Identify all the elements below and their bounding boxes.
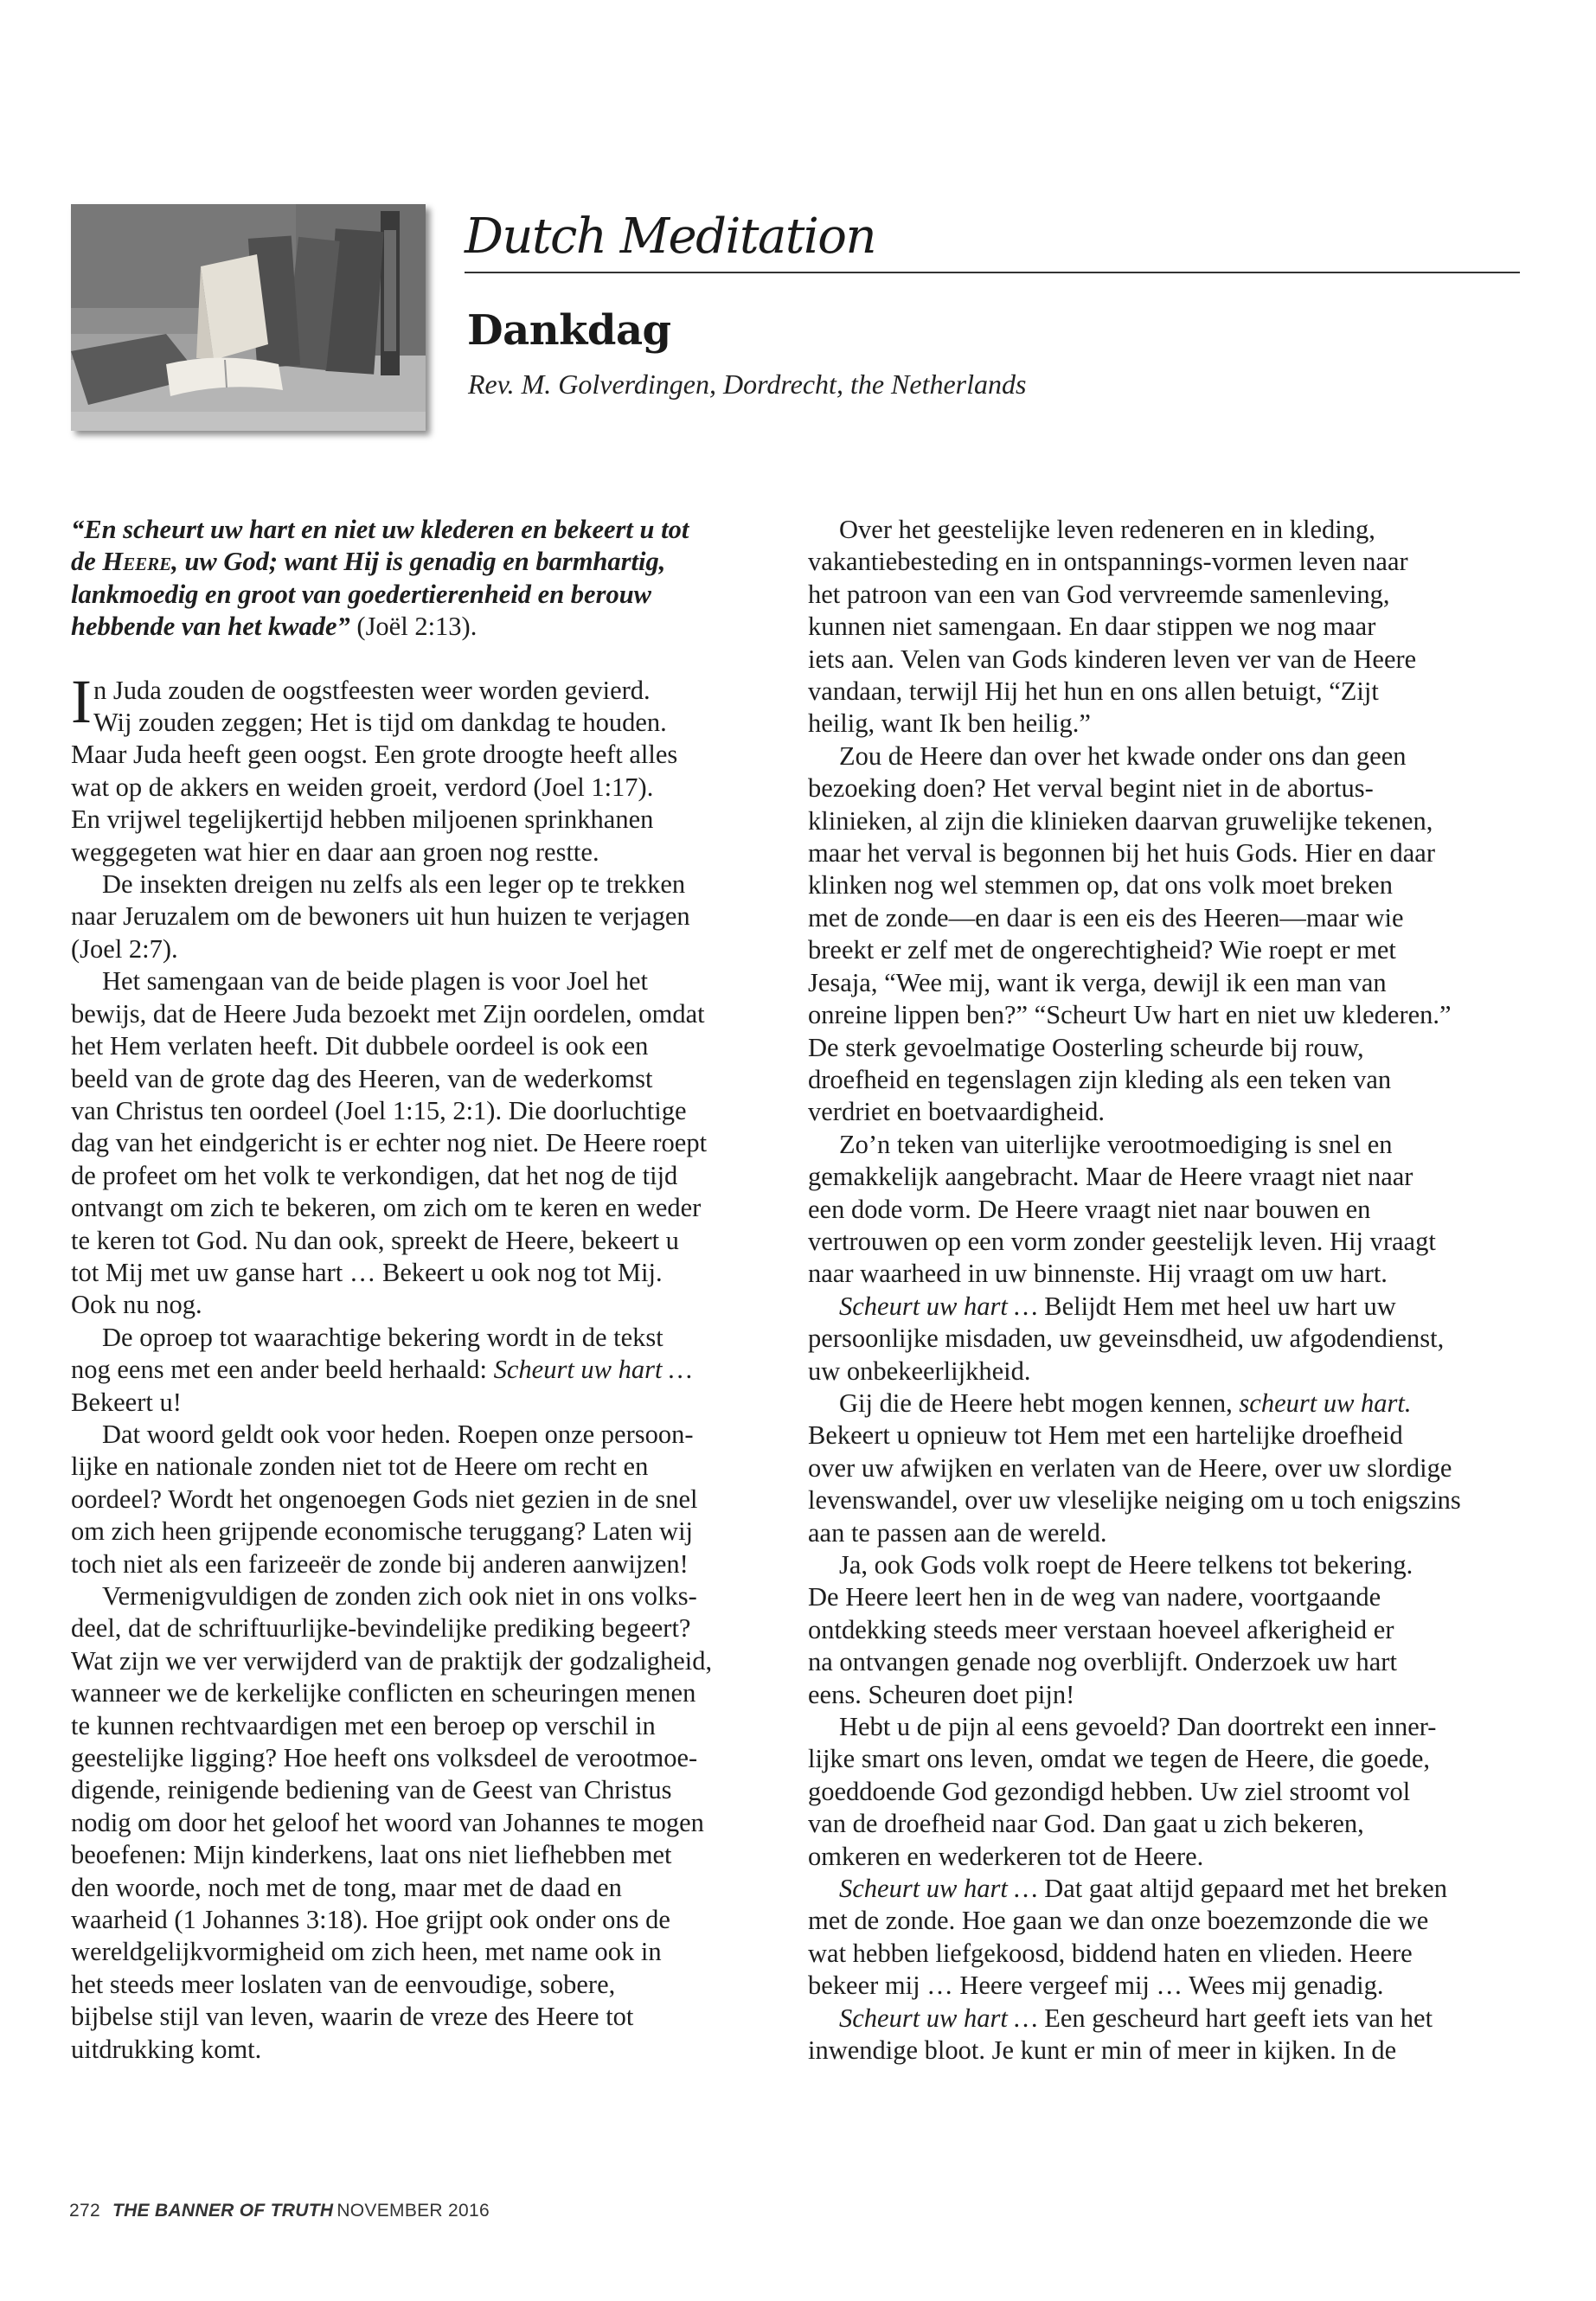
- paragraph-line: De sterk gevoelmatige Oosterling scheurde bij rouw,: [808, 1032, 1364, 1062]
- paragraph-line: Wij zouden zeggen; Het is tijd om dankdag te houden.: [93, 708, 667, 738]
- page-number: 272: [69, 2201, 100, 2221]
- paragraph-line: verdriet en boetvaardigheid.: [808, 1097, 1105, 1127]
- issue-date: NOVEMBER 2016: [337, 2201, 490, 2221]
- paragraph-line: digende, reinigende bediening van de Geest van Christus: [71, 1775, 672, 1805]
- paragraph-line: ontdekking steeds meer verstaan hoeveel afkerigheid er: [808, 1614, 1394, 1644]
- paragraph-line: geestelijke ligging? Hoe heeft ons volksdeel de verootmoe-: [71, 1743, 698, 1773]
- left-column: [71, 514, 777, 2066]
- paragraph-line: vertrouwen op een vorm zonder geestelijk leven. Hij vraagt: [808, 1226, 1436, 1256]
- paragraph-line: omkeren en wederkeren tot de Heere.: [808, 1841, 1204, 1871]
- paragraph-line: wanneer we de kerkelijke conflicten en scheuringen menen: [71, 1678, 696, 1708]
- paragraph-line: Zou de Heere dan over het kwade onder ons dan geen: [839, 740, 1407, 771]
- page-footer: [69, 2200, 490, 2222]
- paragraph-line: Over het geestelijke leven redeneren en in kleding,: [839, 515, 1375, 544]
- paragraph-line: na ontvangen genade nog overblijft. Onderzoek uw hart: [808, 1647, 1397, 1677]
- paragraph-line: In Juda zouden de oogstfeesten weer worden gevierd.: [71, 666, 651, 736]
- paragraph-line: Hebt u de pijn al eens gevoeld? Dan doortrekt een inner-: [839, 1712, 1437, 1742]
- paragraph-line: Bekeert u opnieuw tot Hem met een hartelijke droefheid: [808, 1420, 1403, 1451]
- paragraph-line: over uw afwijken en verlaten van de Heere, over uw slordige: [808, 1452, 1452, 1483]
- paragraph-line: levenswandel, over uw vleselijke neiging om u toch enigszins: [808, 1485, 1461, 1516]
- paragraph-line: oordeel? Wordt het ongenoegen Gods niet gezien in de snel: [71, 1484, 698, 1514]
- paragraph-line: breekt er zelf met de ongerechtigheid? Wie roept er met: [808, 935, 1396, 965]
- paragraph-line: naar Jeruzalem om de bewoners uit hun huizen te verjagen: [71, 901, 690, 932]
- paragraph-line: maar het verval is begonnen bij het huis Gods. Hier en daar: [808, 838, 1436, 868]
- paragraph-line: met de zonde—en daar is een eis des Heeren—maar wie: [808, 902, 1404, 933]
- divine-name: Heere: [102, 547, 172, 577]
- paragraph-line: beoefenen: Mijn kinderkens, laat ons niet liefhebben met: [71, 1840, 672, 1870]
- paragraph-line: bewijs, dat de Heere Juda bezoekt met Zijn oordelen, omdat: [71, 998, 705, 1029]
- paragraph-line: deel, dat de schriftuurlijke-bevindelijke prediking begeert?: [71, 1613, 691, 1644]
- paragraph-line: iets aan. Velen van Gods kinderen leven ver van de Heere: [808, 644, 1417, 674]
- paragraph-line: uitdrukking komt.: [71, 2034, 262, 2064]
- paragraph-line: Jesaja, “Wee mij, want ik verga, dewijl ik een man van: [808, 967, 1387, 997]
- paragraph-line: Ook nu nog.: [71, 1290, 202, 1320]
- books-icon: [71, 204, 426, 431]
- paragraph-line: (Joel 2:7).: [71, 933, 178, 964]
- paragraph-line: dag van het eindgericht is er echter nog niet. De Heere roept: [71, 1128, 708, 1158]
- paragraph-line: van de droefheid naar God. Dan gaat u zich bekeren,: [808, 1809, 1364, 1839]
- right-column: [808, 514, 1526, 2067]
- section-title: Dutch Meditation: [465, 204, 1520, 273]
- paragraph-line: wereldgelijkvormigheid om zich heen, met name ook in: [71, 1937, 662, 1967]
- paragraph-line: Bekeert u!: [71, 1387, 182, 1417]
- paragraph-line: lijke en nationale zonden niet tot de Heere om recht en: [71, 1452, 649, 1482]
- paragraph-line: Gij die de Heere hebt mogen kennen, scheurt uw hart.: [839, 1388, 1412, 1418]
- paragraph-line: waarheid (1 Johannes 3:18). Hoe grijpt ook onder ons de: [71, 1905, 670, 1935]
- paragraph-line: Ja, ook Gods volk roept de Heere telkens tot bekering.: [839, 1550, 1413, 1580]
- epigraph-line: “En scheurt uw hart en niet uw klederen en bekeert u tot: [71, 515, 689, 544]
- paragraph-line: De Heere leert hen in de weg van nadere, voortgaande: [808, 1582, 1381, 1612]
- paragraph-line: Maar Juda heeft geen oogst. Een grote droogte heeft alles: [71, 740, 678, 770]
- paragraph-line: persoonlijke misdaden, uw geveinsdheid, uw afgodendienst,: [808, 1324, 1445, 1354]
- paragraph-line: Het samengaan van de beide plagen is voor Joel het: [102, 966, 648, 997]
- paragraph-line: klinken nog wel stemmen op, dat ons volk moet breken: [808, 870, 1393, 901]
- paragraph-line: beeld van de grote dag des Heeren, van de wederkomst: [71, 1063, 653, 1093]
- paragraph-line: toch niet als een farizeeër de zonde bij anderen aanwijzen!: [71, 1548, 689, 1579]
- paragraph-line: te kunnen rechtvaardigen met een beroep op verschil in: [71, 1710, 656, 1740]
- paragraph-line: uw onbekeerlijkheid.: [808, 1356, 1031, 1386]
- paragraph-line: vakantiebesteding en in ontspannings-vormen leven naar: [808, 547, 1408, 577]
- paragraph-line: heilig, want Ik ben heilig.”: [808, 708, 1091, 739]
- paragraph-line: wat hebben liefgekoosd, biddend haten en vlieden. Heere: [808, 1938, 1413, 1968]
- publication-name: THE BANNER OF TRUTH: [112, 2201, 334, 2221]
- paragraph-line: Zo’n teken van uiterlijke verootmoediging is snel en: [839, 1129, 1393, 1159]
- books-photo: [71, 204, 426, 431]
- paragraph-line: nog eens met een ander beeld herhaald: Scheurt uw hart …: [71, 1355, 693, 1385]
- paragraph-line: kunnen niet samengaan. En daar stippen we nog maar: [808, 612, 1376, 642]
- paragraph-line: Scheurt uw hart … Dat gaat altijd gepaard met het breken: [839, 1874, 1447, 1904]
- paragraph-line: het Hem verlaten heeft. Dit dubbele oordeel is ook een: [71, 1031, 649, 1061]
- paragraph-line: den woorde, noch met de tong, maar met de daad en: [71, 1872, 622, 1902]
- paragraph-line: inwendige bloot. Je kunt er min of meer in kijken. In de: [808, 2035, 1397, 2066]
- paragraph-line: het steeds meer loslaten van de eenvoudige, sobere,: [71, 1969, 616, 1999]
- paragraph-line: goeddoende God gezondigd hebben. Uw ziel stroomt vol: [808, 1776, 1411, 1806]
- paragraph-line: tot Mij met uw ganse hart … Bekeert u ook nog tot Mij.: [71, 1257, 663, 1287]
- paragraph-line: wat op de akkers en weiden groeit, verdord (Joel 1:17).: [71, 772, 654, 802]
- paragraph-line: Scheurt uw hart … Belijdt Hem met heel uw hart uw: [839, 1291, 1396, 1321]
- paragraph-line: een dode vorm. De Heere vraagt niet naar bouwen en: [808, 1194, 1371, 1224]
- paragraph-line: vandaan, terwijl Hij het hun en ons allen betuigt, “Zijt: [808, 676, 1379, 707]
- paragraph-line: Vermenigvuldigen de zonden zich ook niet in ons volks-: [102, 1581, 697, 1611]
- article-title: Dankdag: [467, 306, 671, 355]
- paragraph-line: naar waarheed in uw binnenste. Hij vraagt om uw hart.: [808, 1259, 1388, 1289]
- paragraph-line: weggegeten wat hier en daar aan groen nog restte.: [71, 836, 599, 867]
- paragraph-line: bijbelse stijl van leven, waarin de vreze des Heere tot: [71, 2002, 634, 2032]
- paragraph-line: bezoeking doen? Het verval begint niet in de abortus-: [808, 773, 1374, 804]
- paragraph-line: eens. Scheuren doet pijn!: [808, 1679, 1075, 1709]
- paragraph-line: lijke smart ons leven, omdat we tegen de Heere, die goede,: [808, 1744, 1431, 1774]
- paragraph-line: En vrijwel tegelijkertijd hebben miljoenen sprinkhanen: [71, 804, 654, 835]
- paragraph-line: Dat woord geldt ook voor heden. Roepen onze persoon-: [102, 1419, 694, 1449]
- paragraph-line: aan te passen aan de wereld.: [808, 1517, 1107, 1548]
- paragraph-line: met de zonde. Hoe gaan we dan onze boezemzonde die we: [808, 1906, 1429, 1936]
- paragraph-line: onreine lippen ben?” “Scheurt Uw hart en niet uw klederen.”: [808, 1000, 1452, 1030]
- epigraph-line: lankmoedig en groot van goedertierenheid en berouw: [71, 579, 651, 609]
- epigraph-line: de Heere, uw God; want Hij is genadig en barmhartig,: [71, 547, 666, 577]
- paragraph-line: het patroon van een van God vervreemde samenleving,: [808, 579, 1390, 609]
- paragraph-line: Scheurt uw hart … Een gescheurd hart geeft iets van het: [839, 2003, 1433, 2033]
- paragraph-line: De insekten dreigen nu zelfs als een leger op te trekken: [102, 869, 686, 900]
- paragraph-line: droefheid en tegenslagen zijn kleding als een teken van: [808, 1064, 1392, 1094]
- paragraph-line: gemakkelijk aangebracht. Maar de Heere vraagt niet naar: [808, 1162, 1413, 1192]
- paragraph-line: te keren tot God. Nu dan ook, spreekt de Heere, bekeert u: [71, 1225, 679, 1255]
- paragraph-line: bekeer mij … Heere vergeef mij … Wees mij genadig.: [808, 1971, 1384, 2001]
- paragraph-line: nodig om door het geloof het woord van Johannes te mogen: [71, 1807, 704, 1837]
- epigraph-reference: (Joël 2:13).: [349, 612, 478, 642]
- paragraph-line: ontvangt om zich te bekeren, om zich om te keren en weder: [71, 1193, 702, 1223]
- paragraph-line: klinieken, al zijn die klinieken daarvan gruwelijke tekenen,: [808, 805, 1433, 836]
- paragraph-line: van Christus ten oordeel (Joel 1:15, 2:1). Die doorluchtige: [71, 1095, 687, 1125]
- paragraph-line: Wat zijn we ver verwijderd van de praktijk der godzaligheid,: [71, 1645, 713, 1676]
- epigraph-line: hebbende van het kwade” (Joël 2:13).: [71, 612, 478, 642]
- author-byline: Rev. M. Golverdingen, Dordrecht, the Netherlands: [468, 369, 1027, 400]
- paragraph-line: om zich heen grijpende economische teruggang? Laten wij: [71, 1516, 694, 1547]
- drop-cap: I: [71, 666, 92, 736]
- paragraph-line: De oproep tot waarachtige bekering wordt in de tekst: [102, 1322, 663, 1352]
- paragraph-line: de profeet om het volk te verkondigen, dat het nog de tijd: [71, 1160, 678, 1190]
